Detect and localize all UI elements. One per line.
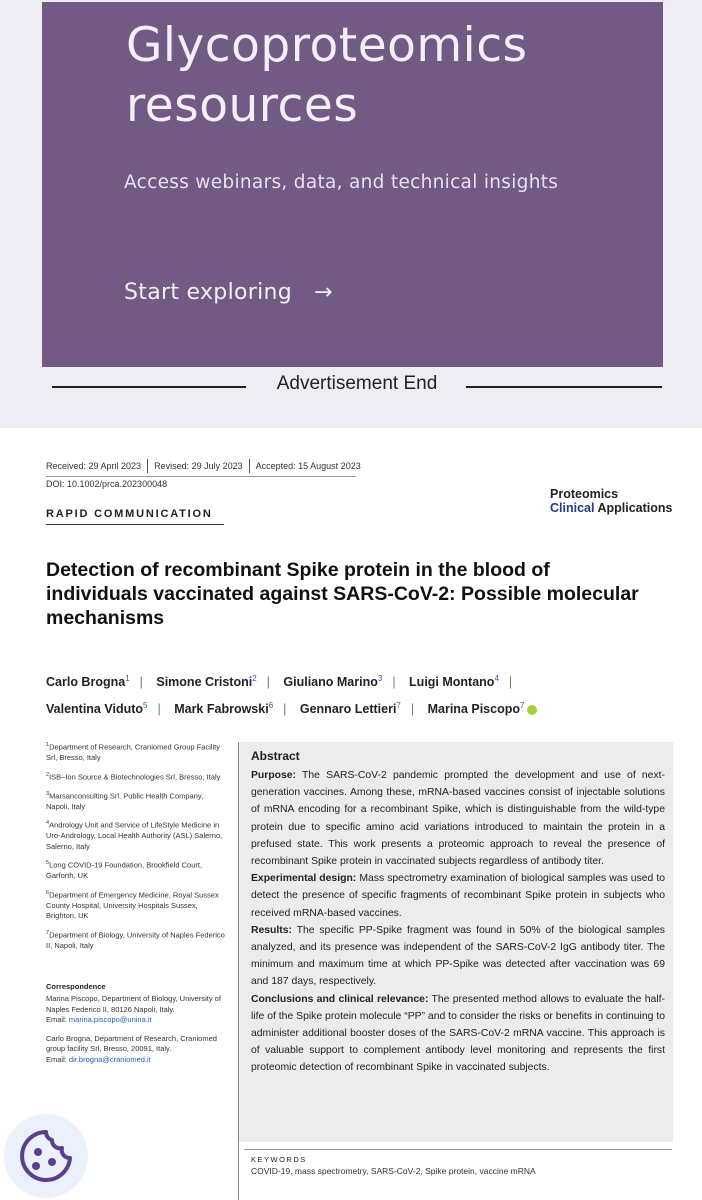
affiliation: $^2$ISB–Ion Source & Biotechnologies Srl, Bresso, Italy [46,771,221,781]
author[interactable]: Luigi Montano$^4$ | [409,674,513,690]
accepted-date: Accepted: 15 August 2023 [255,461,361,471]
affiliation: $^3$Marsanconsulting Srl. Public Health Company, Napoli, Italy [46,790,204,811]
orcid-icon[interactable] [527,705,537,715]
abstract-heading: Abstract [251,749,300,763]
divider [46,476,356,477]
journal-applications: Applications [597,501,673,515]
divider [466,386,662,388]
journal-logo[interactable] [550,487,673,515]
ad-title [126,16,528,136]
journal-clinical: Clinical [550,501,595,515]
divider [46,524,224,525]
doi[interactable]: DOI: 10.1002/prca.202300048 [46,479,168,489]
correspondence-entry: Marina Piscopo, Department of Biology, University of Naples Federico II, 80126 Napoli, Italy. Email: marina.piscopo@unina.it [46,994,221,1024]
divider [244,1149,672,1150]
author[interactable]: Marina Piscopo$^7$ [428,702,538,716]
author[interactable]: Mark Fabrowski$^6$ | [174,701,287,717]
keywords: COVID-19, mass spectrometry, SARS-CoV-2, Spike protein, vaccine mRNA [251,1166,536,1176]
keywords-heading: KEYWORDS [251,1155,307,1164]
ad-subtitle: Access webinars, data, and technical insights [124,172,559,193]
revised-date: Revised: 29 July 2023 [154,461,243,471]
affiliation: $^5$Long COVID-19 Foundation, Brookfield Court, Garforth, UK [46,860,203,880]
article-dates [46,459,361,473]
email-link[interactable]: marina.piscopo@unina.it [68,1015,152,1024]
ad-title-line1: Glycoproteomics [126,18,528,73]
article-type: RAPID COMMUNICATION [46,508,213,520]
correspondence [46,994,231,1073]
affiliation: $^6$Department of Emergency Medicine, Royal Sussex County Hospital, University Hospitals Sussex, Brighton, UK [46,889,219,920]
start-exploring-label: Start exploring [124,280,293,305]
author[interactable]: Simone Cristoni$^2$ | [156,674,270,690]
affiliation: $^1$Department of Research, Craniomed Group Facility Srl, Bresso, Italy [46,742,220,762]
journal-name-line2 [550,501,673,515]
arrow-right-icon: → [314,280,333,305]
correspondence-heading: Correspondence [46,982,106,991]
cookie-settings-button[interactable] [4,1114,88,1198]
abstract [238,742,673,1142]
advertisement-end-marker [52,372,662,400]
advertisement-end-label: Advertisement End [276,373,438,394]
abstract-body [251,767,665,1077]
email-link[interactable]: dir.brogna@craniomed.it [68,1054,151,1064]
journal-name-line1: Proteomics [550,487,619,501]
affiliations [46,740,226,957]
abstract-conclusions: Conclusions and clinical relevance: The presented method allows to evaluate the half-life of the Spike protein molecule “PP” and to consider the risks or benefits in continuing to administer additional booster doses of the SARS-CoV-2 mRNA vaccine. This approach is of valuable support to complement antibody level monitoring and represents the first proteomic detection of recombinant Spike in vaccinated subjects. [251,993,665,1074]
author[interactable]: Carlo Brogna$^1$ | [46,674,143,690]
abstract-design: Experimental design: Mass spectrometry examination of biological samples was used to detect the presence of specific fragments of recombinant Spike protein in subjects who received mRNA-based vaccines. [251,873,665,919]
abstract-results: Results: The specific PP-Spike fragment was found in 50% of the biological samples analyzed, and its presence was independent of the SARS-CoV-2 IgG antibody titer. The minimum and maximum time at which PP-Spike was detected after vaccination was 69 and 187 days, respectively. [251,924,665,988]
author-list [46,667,686,721]
affiliation: $^7$Department of Biology, University of Naples Federico II, Napoli, Italy [46,929,225,950]
author[interactable]: Gennaro Lettieri$^7$ | [299,701,415,717]
author[interactable]: Giuliano Marino$^3$ | [283,674,396,690]
correspondence-entry: Carlo Brogna, Department of Research, Craniomed group facility Srl, Bresso, 20091, Italy. Email: dir.brogna@craniomed.it [46,1033,217,1064]
cookie-icon [18,1128,74,1184]
advertisement [0,0,702,428]
received-date: Received: 29 April 2023 [46,461,142,471]
abstract-purpose: Purpose: The SARS-CoV-2 pandemic prompted the development and use of next-generation vaccines. Among these, mRNA-based vaccines consist of injectable solutions of mRNA encoding for a recombinant Spike, which is distinguishable from the wild-type protein due to specific amino acid variations introduced to maintain the protein in a prefused state. This work presents a proteomic approach to reveal the presence of recombinant Spike protein in vaccinated subjects regardless of antibody titer. [251,770,665,868]
start-exploring-link[interactable] [124,280,333,305]
ad-title-line2: resources [126,78,359,133]
affiliation: $^4$Andrology Unit and Service of LifeStyle Medicine in Uro-Andrology, Local Health Authority (ASL) Salerno, Salerno, Italy [46,820,223,851]
divider [249,459,250,473]
author[interactable]: Valentina Viduto$^5$ | [46,701,161,717]
article-title: Detection of recombinant Spike protein in the blood of individuals vaccinated against SARS-CoV-2: Possible molecular mechanisms [46,559,639,629]
divider [147,459,148,473]
ad-banner[interactable] [42,2,663,367]
